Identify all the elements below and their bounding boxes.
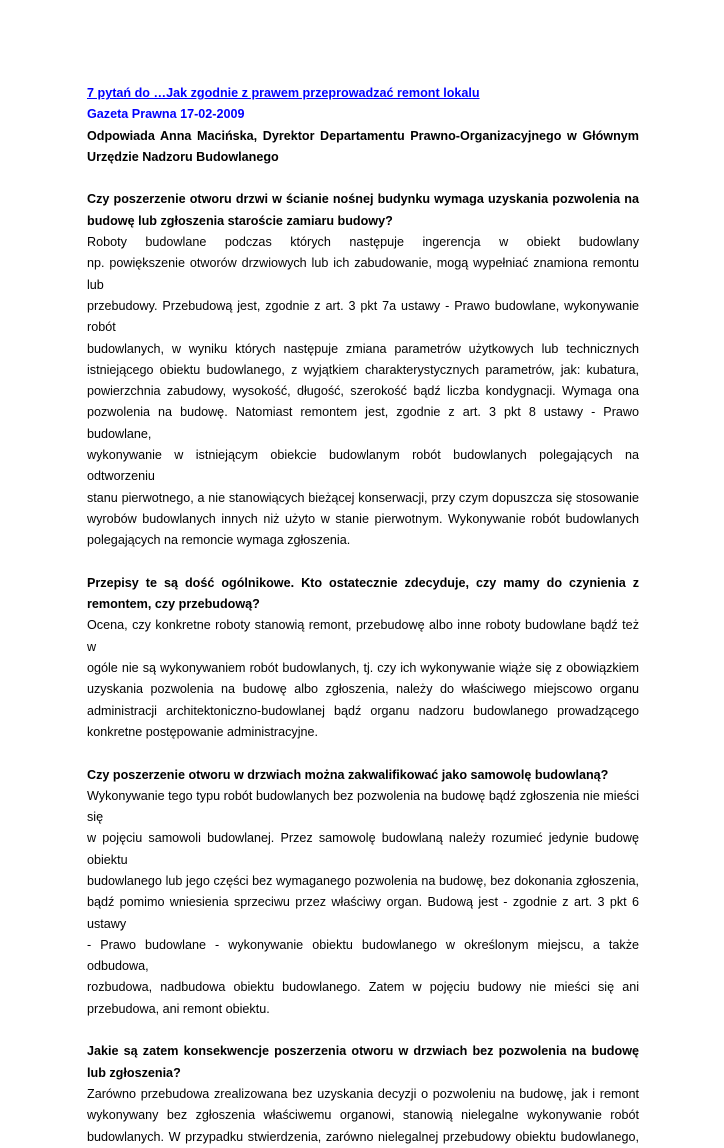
answer-line: istniejącego obiektu budowlanego, z wyjątkiem charakterystycznych parametrów, jak: kubatura, [87, 362, 639, 377]
answer-line: budowlanego lub jego części bez wymaganego pozwolenia na budowę, bez dokonania zgłoszenia, [87, 873, 639, 888]
answer-line: bądź pomimo wniesienia sprzeciwu przez właściwy organ. Budową jest - zgodnie z art. 3 pkt 6 ustawy [87, 895, 639, 931]
answer-line: w pojęciu samowoli budowlanej. Przez samowolę budowlaną należy rozumieć jedynie budowę obiektu [87, 831, 639, 867]
answer-line: wykonywanie w istniejącym obiekcie budowlanym robót budowlanych polegających na odtworzeniu [87, 448, 639, 484]
spacer [87, 743, 639, 764]
answer-line: przebudowa, ani remont obiektu. [87, 1001, 270, 1016]
answer-line: wykonywany bez zgłoszenia właściwemu organowi, stanowią nielegalne wykonywanie robót [87, 1108, 639, 1123]
answer-4 [87, 1084, 639, 1148]
answer-line: przebudowy. Przebudową jest, zgodnie z art. 3 pkt 7a ustawy - Prawo budowlane, wykonywanie robót [87, 298, 639, 335]
source-date: Gazeta Prawna 17-02-2009 [87, 107, 245, 122]
answer-line: polegających na remoncie wymaga zgłoszenia. [87, 533, 351, 548]
question-1: Czy poszerzenie otworu drzwi w ścianie nośnej budynku wymaga uzyskania pozwolenia na budowę lub zgłoszenia staroście zamiaru budowy? [87, 192, 639, 228]
question-4: Jakie są zatem konsekwencje poszerzenia otworu w drzwiach bez pozwolenia na budowę lub zgłoszenia? [87, 1044, 639, 1080]
answer-line: pozwolenia na budowę. Natomiast remontem jest, zgodnie z art. 3 pkt 8 ustawy - Prawo budowlane, [87, 405, 639, 441]
answer-line: powierzchnia zabudowy, wysokość, długość, szerokość bądź liczba kondygnacji. Wymaga ona [87, 384, 639, 399]
answer-line: Ocena, czy konkretne roboty stanowią remont, przebudowę albo inne roboty budowlane bądź też w [87, 618, 639, 654]
article-title-link[interactable]: 7 pytań do …Jak zgodnie z prawem przeprowadzać remont lokalu [87, 86, 480, 100]
question-3: Czy poszerzenie otworu w drzwiach można zakwalifikować jako samowolę budowlaną? [87, 767, 609, 782]
answer-line: rozbudowa, nadbudowa obiektu budowlanego. Zatem w pojęciu budowy nie mieści się ani [87, 980, 639, 995]
respondent-line: Odpowiada Anna Macińska, Dyrektor Departamentu Prawno-Organizacyjnego w Głównym Urzędzie Nadzoru Budowlanego [87, 128, 639, 164]
answer-2 [87, 615, 639, 743]
question-2: Przepisy te są dość ogólnikowe. Kto ostatecznie zdecyduje, czy mamy do czynienia z remontem, czy przebudową? [87, 575, 639, 612]
answer-line: - Prawo budowlane - wykonywanie obiektu budowlanego w określonym miejscu, a także odbudowa, [87, 937, 639, 974]
answer-line: budowlanych. W przypadku stwierdzenia, zarówno nielegalnej przebudowy obiektu budowlanego, [87, 1129, 639, 1144]
answer-1 [87, 232, 639, 551]
answer-line: Zarówno przebudowa zrealizowana bez uzyskania decyzji o pozwoleniu na budowę, jak i remont [87, 1086, 639, 1101]
answer-line: budowlanych, w wyniku których następuje zmiana parametrów użytkowych lub technicznych [87, 341, 639, 356]
spacer [87, 168, 639, 189]
answer-line: Wykonywanie tego typu robót budowlanych bez pozwolenia na budowę bądź zgłoszenia nie mieści się [87, 788, 639, 825]
spacer [87, 552, 639, 573]
answer-line: stanu pierwotnego, a nie stanowiących bieżącej konserwacji, przy czym dopuszcza się stosowanie [87, 490, 639, 505]
answer-line: np. powiększenie otworów drzwiowych lub ich zabudowanie, mogą wypełniać znamiona remontu lub [87, 256, 639, 292]
spacer [87, 1020, 639, 1041]
document-page [87, 83, 639, 1148]
answer-line: administracji architektoniczno-budowlanej bądź organu nadzoru budowlanego prowadzącego [87, 703, 639, 718]
answer-line: Roboty budowlane podczas których następuje ingerencja w obiekt budowlany [87, 235, 639, 250]
answer-line: ogóle nie są wykonywaniem robót budowlanych, tj. czy ich wykonywanie wiąże się z obowiązkiem [87, 661, 639, 676]
answer-3 [87, 786, 639, 1020]
answer-line: konkretne postępowanie administracyjne. [87, 724, 319, 739]
answer-line: wyrobów budowlanych innych niż użyto w stanie pierwotnym. Wykonywanie robót budowlanych [87, 511, 639, 526]
answer-line: uzyskania pozwolenia na budowę albo zgłoszenia, należy do właściwego miejscowo organu [87, 682, 639, 697]
